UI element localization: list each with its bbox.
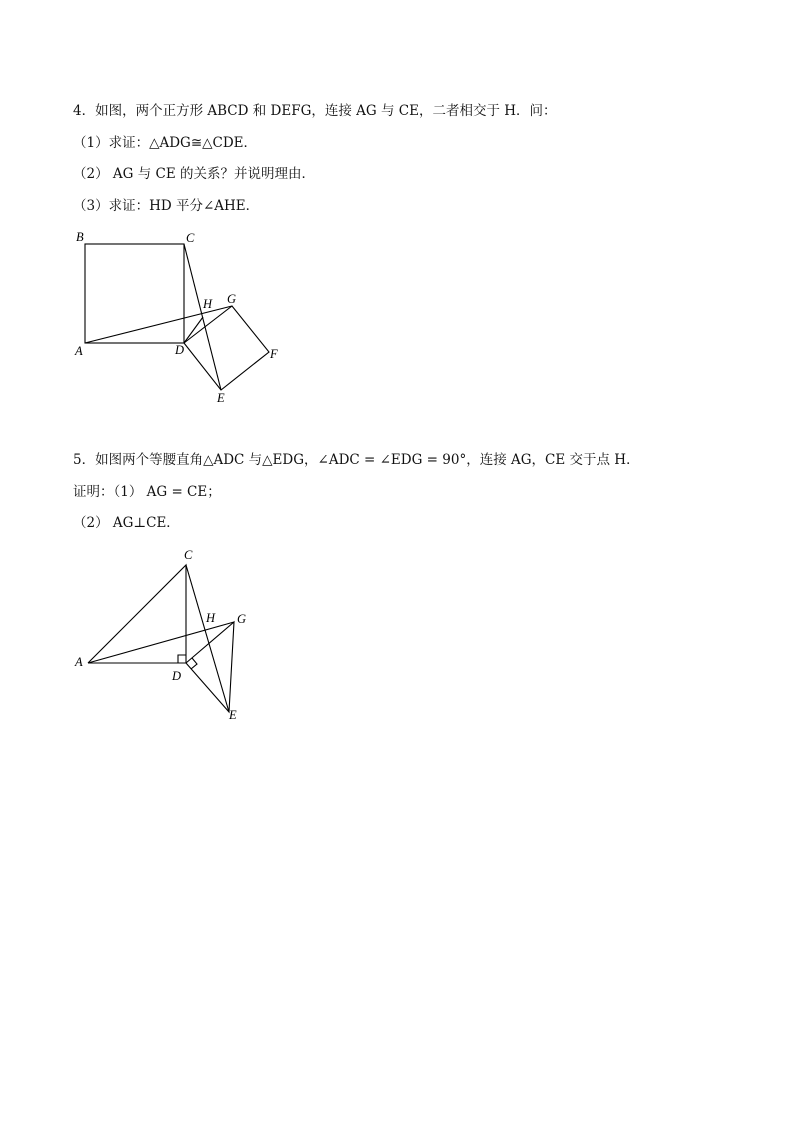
label-c: C (186, 231, 195, 245)
triangle-adc (88, 565, 186, 663)
segment-ce (186, 565, 229, 712)
segment-ag (88, 622, 234, 663)
label-g: G (237, 612, 247, 626)
label-c: C (184, 548, 193, 562)
label-a: A (75, 655, 83, 669)
label-d: D (172, 669, 182, 683)
right-angle-edg (191, 658, 197, 669)
label-f: F (270, 347, 278, 361)
label-e: E (217, 391, 225, 405)
right-angle-adc (178, 655, 186, 663)
label-e: E (229, 708, 237, 722)
label-g: G (227, 292, 237, 306)
problem5-part1: 证明：（1） AG = CE； (73, 484, 221, 500)
problem4-part3: （3）求证：HD 平分∠AHE． (73, 198, 260, 214)
problem5-part2: （2） AG⊥CE． (73, 515, 180, 531)
problem4-part1: （1）求证：△ADG≅△CDE． (73, 135, 258, 151)
problem4-part2: （2） AG 与 CE 的关系？并说明理由． (73, 166, 315, 182)
label-d: D (175, 343, 185, 357)
label-a: A (75, 344, 83, 358)
problem5-question: 5．如图两个等腰直角△ADC 与△EDG，∠ADC = ∠EDG = 90°，连接 AG，CE 交于点 H． (73, 452, 640, 468)
label-b: B (76, 230, 84, 244)
problem4-question: 4．如图，两个正方形 ABCD 和 DEFG，连接 AG 与 CE，二者相交于 H．问： (73, 103, 557, 119)
label-h: H (203, 297, 213, 311)
label-h: H (206, 611, 216, 625)
